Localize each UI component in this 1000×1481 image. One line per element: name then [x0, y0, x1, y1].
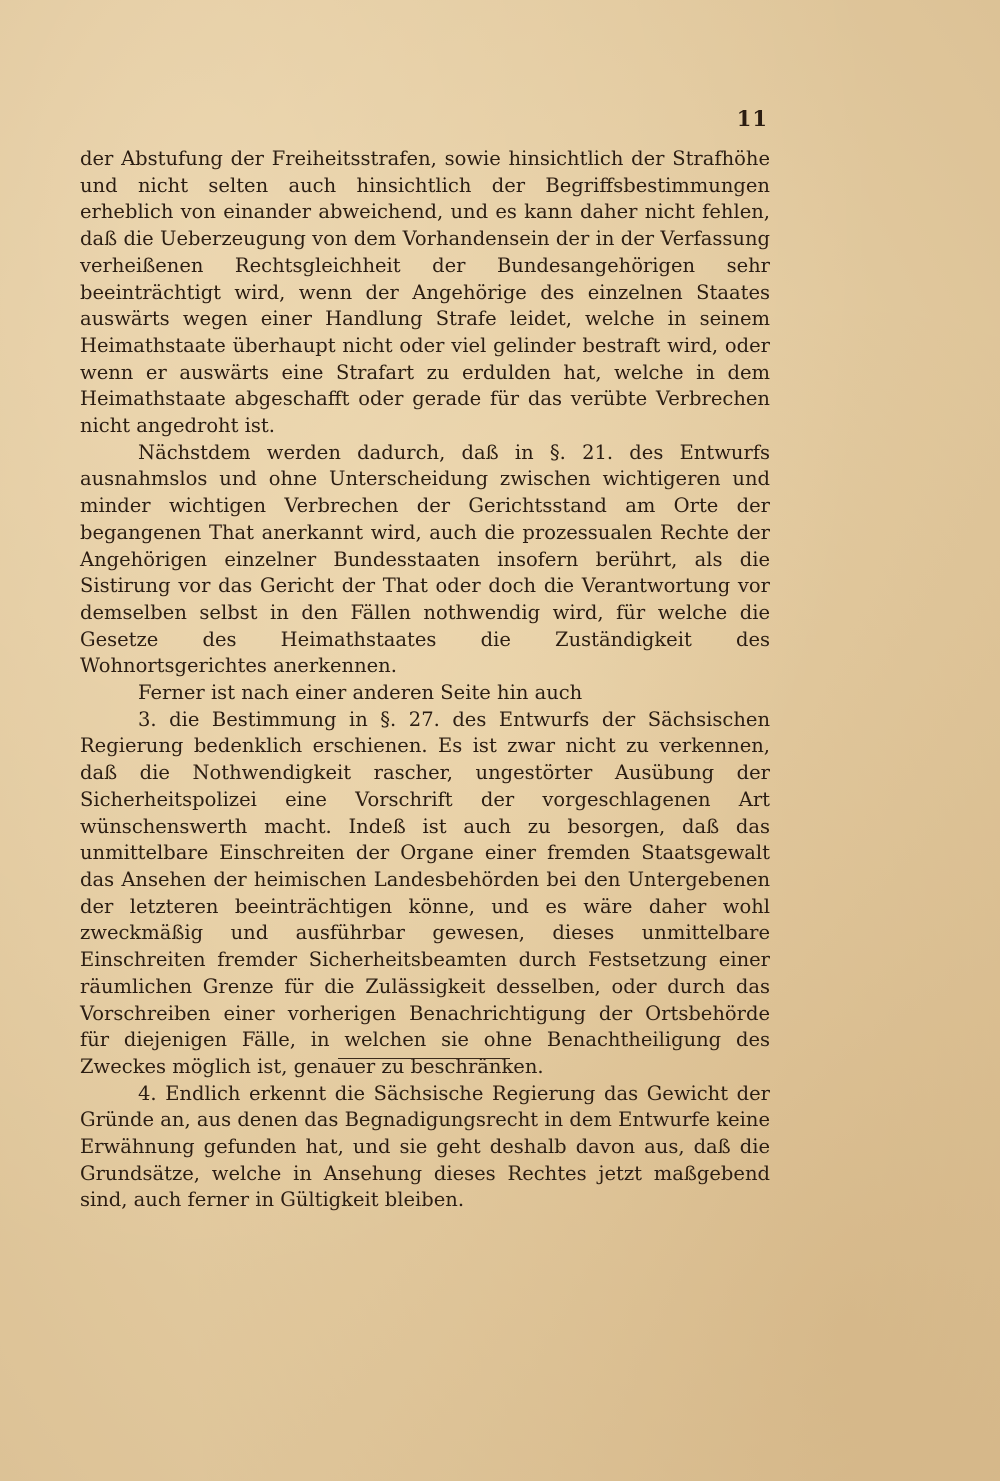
- section-divider: [338, 1058, 510, 1059]
- paragraph: Ferner ist nach einer anderen Seite hin auch: [138, 681, 583, 705]
- numbered-paragraph-3: 3. die Bestimmung in §. 27. des Entwurfs der Sächsischen Regierung bedenklich erschienen. Es ist zwar nicht zu verkennen, daß die Nothwendigkeit rascher, ungestörter Ausübung der Sicherheitspolizei eine Vorschrift der vorgeschlagenen Art wünschenswerth macht. Indeß ist auch zu besorgen, daß das unmittelbare Einschreiten der Organe einer fremden Staatsgewalt das Ansehen der heimischen Landesbehörden bei den Untergebenen der letzteren beeinträchtigen könne, und es wäre daher wohl zweckmäßig und ausführbar gewesen, dieses unmittelbare Einschreiten fremder Sicherheitsbeamten durch Festsetzung einer räumlichen Grenze für die Zulässigkeit desselben, oder durch das Vorschreiben einer vorherigen Benachrichtigung der Ortsbehörde für diejenigen Fälle, in welchen sie ohne Benachtheiligung des Zweckes möglich ist, genauer zu beschränken.: [80, 707, 770, 1078]
- page-number: 11: [736, 106, 768, 131]
- paragraph-continuation: der Abstufung der Freiheitsstrafen, sowie hinsichtlich der Strafhöhe und nicht selten auch hinsichtlich der Begriffsbestimmungen erheblich von einander abweichend, und es kann daher nicht fehlen, daß die Ueberzeugung von dem Vorhandensein der in der Verfassung verheißenen Rechtsgleichheit der Bundesangehörigen sehr beeinträchtigt wird, wenn der Angehörige des einzelnen Staates auswärts wegen einer Handlung Strafe leidet, welche in seinem Heimathstaate überhaupt nicht oder viel gelinder bestraft wird, oder wenn er auswärts eine Strafart zu erdulden hat, welche in dem Heimathstaate abgeschafft oder gerade für das verübte Verbrechen nicht angedroht ist.: [80, 147, 770, 438]
- body-text: [80, 146, 770, 1214]
- numbered-paragraph-4: 4. Endlich erkennt die Sächsische Regierung das Gewicht der Gründe an, aus denen das Begnadigungsrecht in dem Entwurfe keine Erwähnung gefunden hat, und sie geht deshalb davon aus, daß die Grundsätze, welche in Ansehung dieses Rechtes jetzt maßgebend sind, auch ferner in Gültigkeit bleiben.: [80, 1081, 770, 1212]
- paragraph: Nächstdem werden dadurch, daß in §. 21. des Entwurfs ausnahmslos und ohne Unterscheidung zwischen wichtigeren und minder wichtigen Verbrechen der Gerichtsstand am Orte der begangenen That anerkannt wird, auch die prozessualen Rechte der Angehörigen einzelner Bundesstaaten insofern berührt, als die Sistirung vor das Gericht der That oder doch die Verantwortung vor demselben selbst in den Fällen nothwendig wird, für welche die Gesetze des Heimathstaates die Zuständigkeit des Wohnortsgerichtes anerkennen.: [80, 440, 770, 678]
